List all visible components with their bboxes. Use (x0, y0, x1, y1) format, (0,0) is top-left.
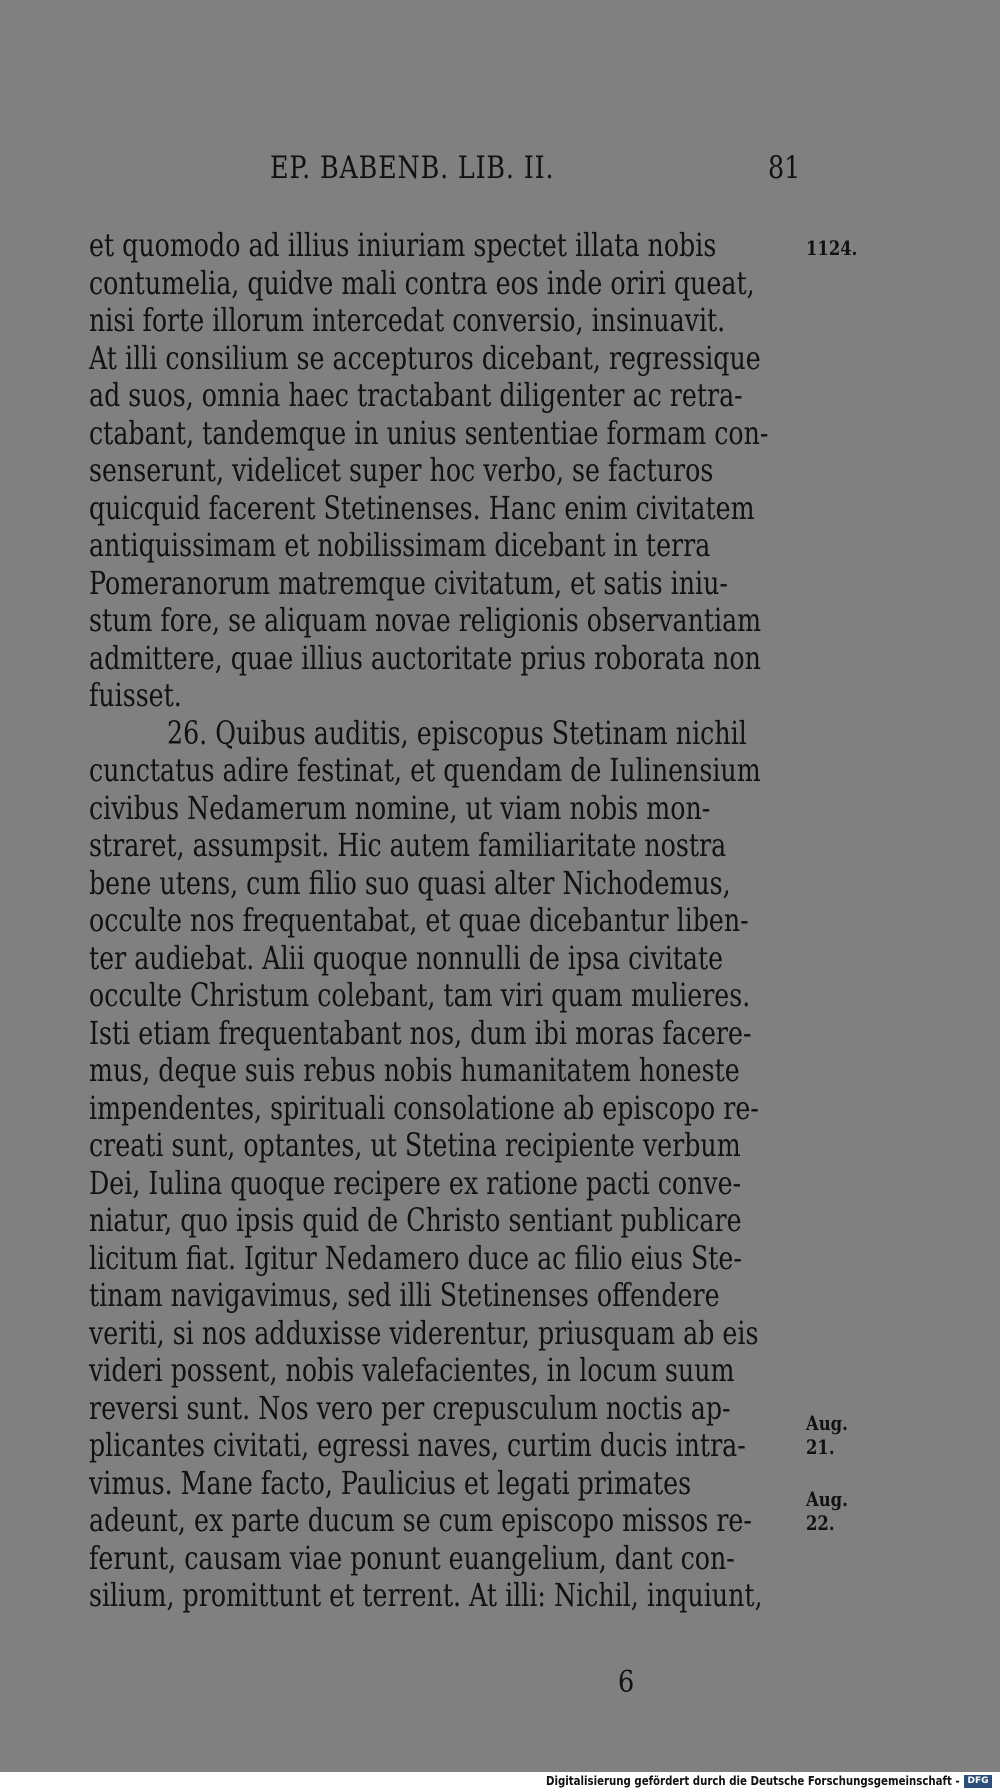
margin-year-note: 1124. (806, 236, 858, 260)
text-line: ctabant, tandemque in unius sententiae formam con- (89, 413, 769, 452)
text-line: occulte nos frequentabat, et quae dicebantur liben- (89, 901, 749, 939)
text-line: senserunt, videlicet super hoc verbo, se facturos (89, 451, 714, 489)
text-line: adeunt, ex parte ducum se cum episcopo missos re- (89, 1501, 752, 1539)
text-line: ad suos, omnia haec tractabant diligenter ac retra- (89, 376, 743, 414)
text-line: nisi forte illorum intercedat conversio, insinuavit. (89, 301, 726, 339)
text-line: Pomeranorum matremque civitatum, et satis iniu- (89, 563, 728, 602)
text-line: bene utens, cum filio suo quasi alter Nichodemus, (89, 863, 731, 902)
text-line: fuisset. (89, 676, 182, 714)
dfg-logo: DFG (964, 1775, 992, 1788)
digitization-note: Digitalisierung gefördert durch die Deutsche Forschungsgemeinschaft - (546, 1774, 960, 1788)
text-line: straret, assumpsit. Hic autem familiaritate nostra (89, 826, 727, 864)
text-line: creati sunt, optantes, ut Stetina recipiente verbum (89, 1126, 741, 1164)
margin-date-day: 21. (806, 1435, 835, 1459)
text-line: impendentes, spirituali consolatione ab episcopo re- (89, 1088, 759, 1127)
text-line: occulte Christum colebant, tam viri quam mulieres. (89, 976, 751, 1014)
page-number: 81 (768, 150, 801, 186)
text-line: silium, promittunt et terrent. At illi: Nichil, inquiunt, (89, 1576, 763, 1614)
text-line: ter audiebat. Alii quoque nonnulli de ipsa civitate (89, 938, 724, 977)
text-line: niatur, quo ipsis quid de Christo sentiant publicare (89, 1201, 742, 1239)
text-line: antiquissimam et nobilissimam dicebant in terra (89, 526, 711, 564)
text-line: mus, deque suis rebus nobis humanitatem honeste (89, 1051, 740, 1089)
text-line: vimus. Mane facto, Paulicius et legati primates (89, 1463, 692, 1502)
text-line: reversi sunt. Nos vero per crepusculum noctis ap- (89, 1388, 731, 1427)
section-start-line: 26. Quibus auditis, episcopus Stetinam nichil (167, 713, 747, 752)
text-line: plicantes civitati, egressi naves, curtim ducis intra- (89, 1426, 746, 1464)
text-line: videri possent, nobis valefacientes, in locum suum (89, 1351, 735, 1389)
text-line: licitum fiat. Igitur Nedamero duce ac filio eius Ste- (89, 1238, 742, 1277)
text-line: quicquid facerent Stetinenses. Hanc enim civitatem (89, 488, 755, 527)
text-line: tinam navigavimus, sed illi Stetinenses offendere (89, 1276, 720, 1314)
text-line: contumelia, quidve mali contra eos inde oriri queat, (89, 263, 755, 302)
text-line: Dei, Iulina quoque recipere ex ratione pacti conve- (89, 1163, 742, 1202)
digitization-footer (0, 1772, 1000, 1792)
text-line: civibus Nedamerum nomine, ut viam nobis mon- (89, 788, 711, 827)
margin-date-day: 22. (806, 1511, 835, 1535)
text-line: At illi consilium se accepturos dicebant, regressique (89, 338, 761, 377)
text-line: stum fore, se aliquam novae religionis observantiam (89, 601, 762, 639)
margin-date-month: Aug. (806, 1487, 848, 1511)
text-line: ferunt, causam viae ponunt euangelium, dant con- (89, 1538, 735, 1577)
text-line: Isti etiam frequentabant nos, dum ibi moras facere- (89, 1013, 752, 1052)
text-line: veriti, si nos adduxisse viderentur, priusquam ab eis (89, 1313, 759, 1352)
text-line: et quomodo ad illius iniuriam spectet illata nobis (89, 226, 717, 264)
text-line: cunctatus adire festinat, et quendam de Iulinensium (89, 751, 761, 789)
running-head: EP. BABENB. LIB. II. (270, 150, 555, 186)
text-line: admittere, quae illius auctoritate prius roborata non (89, 638, 761, 677)
margin-date-month: Aug. (806, 1411, 848, 1435)
signature-mark: 6 (618, 1665, 635, 1700)
